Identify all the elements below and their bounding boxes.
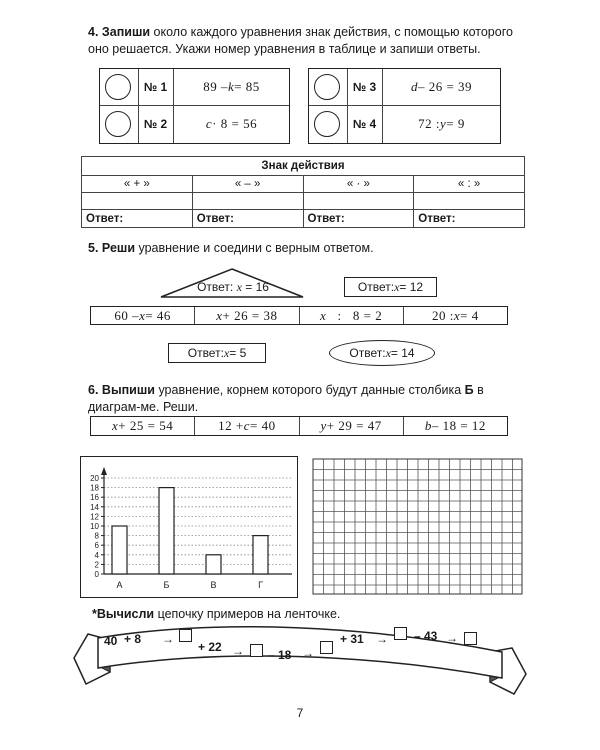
- task5-equation-4[interactable]: 20 : x = 4: [432, 307, 479, 323]
- y-tick-label: 8: [94, 531, 99, 541]
- sign-circle-4[interactable]: [314, 111, 340, 137]
- equation-2: c · 8 = 56: [205, 116, 258, 131]
- chain-op-1: + 8: [124, 632, 142, 646]
- sign-multiply: « · »: [303, 176, 414, 193]
- ribbon-chain: [104, 626, 504, 676]
- x-category-label: В: [210, 580, 217, 590]
- arrow-icon: →: [162, 632, 174, 646]
- page-number: 7: [296, 706, 304, 720]
- arrow-icon: →: [232, 644, 244, 658]
- signs-table-title: Знак действия: [82, 157, 525, 176]
- number-cell-plus[interactable]: [82, 193, 193, 210]
- chain-op-3: – 18: [268, 648, 292, 662]
- bar-1: [112, 526, 127, 574]
- x-category-label: Г: [258, 580, 263, 590]
- answer-cell-minus[interactable]: Ответ:: [192, 210, 303, 228]
- equation-3: d – 26 = 39: [410, 79, 473, 94]
- task5-equation-1[interactable]: 60 – x = 46: [91, 307, 195, 324]
- y-tick-label: 6: [94, 541, 99, 551]
- chain-op-4: + 31: [340, 632, 364, 646]
- grid-paper[interactable]: [312, 458, 524, 596]
- chain-box-1[interactable]: [179, 629, 192, 642]
- arrow-icon: →: [446, 631, 458, 645]
- equation-label-4: № 4: [352, 117, 377, 131]
- task5-equation-strip: [90, 306, 508, 325]
- y-tick-label: 4: [94, 550, 99, 560]
- y-tick-label: 14: [90, 502, 99, 512]
- chain-start: 40: [104, 634, 118, 648]
- equation-label-3: № 3: [352, 80, 377, 94]
- answer-16: Ответ: x = 16: [197, 280, 269, 294]
- chain-box-4[interactable]: [394, 627, 407, 640]
- answer-12[interactable]: Ответ: x = 12: [344, 277, 437, 297]
- task6-equation-1[interactable]: x + 25 = 54: [91, 417, 195, 435]
- equation-box-left: [99, 68, 290, 144]
- task6-equation-3[interactable]: y + 29 = 47: [300, 417, 404, 435]
- equation-label-2: № 2: [143, 117, 168, 131]
- number-cell-multiply[interactable]: [303, 193, 414, 210]
- bar-3: [206, 555, 221, 574]
- sign-plus: « + »: [82, 176, 193, 193]
- task4-instruction: 4. Запиши около каждого уравнения знак действия, с помощью которого оно решается. Укажи номер уравнения в таблице и запиши ответы.: [88, 25, 513, 56]
- task6-instruction: 6. Выпиши уравнение, корнем которого будут данные столбика Б в диаграм-ме. Реши.: [88, 383, 484, 414]
- sign-circle-1[interactable]: [105, 74, 131, 100]
- equation-1: 89 – k = 85: [203, 79, 260, 94]
- y-axis-arrow-icon: [101, 467, 107, 475]
- sign-divide: « : »: [414, 176, 525, 193]
- task5-instruction: 5. Реши уравнение и соедини с верным ответом.: [88, 241, 374, 255]
- chain-op-2: + 22: [198, 640, 222, 654]
- number-cell-minus[interactable]: [192, 193, 303, 210]
- equation-box-right: [308, 68, 501, 144]
- chain-op-5: – 43: [414, 629, 438, 643]
- answer-cell-divide[interactable]: Ответ:: [414, 210, 525, 228]
- y-tick-label: 12: [90, 512, 99, 522]
- signs-table: [81, 156, 525, 228]
- sign-circle-3[interactable]: [314, 74, 340, 100]
- bar-2: [159, 488, 174, 574]
- equation-label-1: № 1: [143, 80, 168, 94]
- bonus-instruction: *Вычисли цепочку примеров на ленточке.: [92, 607, 341, 621]
- chain-box-2[interactable]: [250, 644, 263, 657]
- number-cell-divide[interactable]: [414, 193, 525, 210]
- task6-equation-strip: [90, 416, 508, 436]
- y-tick-label: 0: [94, 570, 99, 579]
- task5-equation-2[interactable]: x + 26 = 38: [195, 307, 299, 324]
- bar-4: [253, 536, 268, 574]
- y-tick-label: 20: [90, 474, 99, 483]
- y-tick-label: 10: [90, 522, 99, 531]
- answer-5[interactable]: Ответ: x = 5: [168, 343, 266, 363]
- y-tick-label: 16: [90, 493, 99, 503]
- task6-equation-2[interactable]: 12 + c = 40: [195, 417, 299, 435]
- arrow-icon: →: [376, 632, 388, 646]
- x-category-label: Б: [163, 580, 170, 590]
- task5-equation-3[interactable]: x : 8 = 2: [300, 307, 404, 324]
- answer-cell-multiply[interactable]: Ответ:: [303, 210, 414, 228]
- arrow-icon: →: [302, 646, 314, 660]
- sign-minus: « – »: [192, 176, 303, 193]
- sign-circle-2[interactable]: [105, 111, 131, 137]
- y-tick-label: 2: [94, 560, 99, 570]
- task6-equation-4[interactable]: b – 18 = 12: [424, 418, 486, 433]
- bar-chart: [82, 458, 296, 596]
- x-category-label: А: [116, 580, 123, 590]
- chain-box-3[interactable]: [320, 641, 333, 654]
- equation-4: 72 : y = 9: [418, 116, 465, 131]
- answer-cell-plus[interactable]: Ответ:: [82, 210, 193, 228]
- chain-box-5[interactable]: [464, 632, 477, 645]
- y-tick-label: 18: [90, 483, 99, 493]
- answer-14-oval[interactable]: Ответ: x = 14: [329, 340, 435, 366]
